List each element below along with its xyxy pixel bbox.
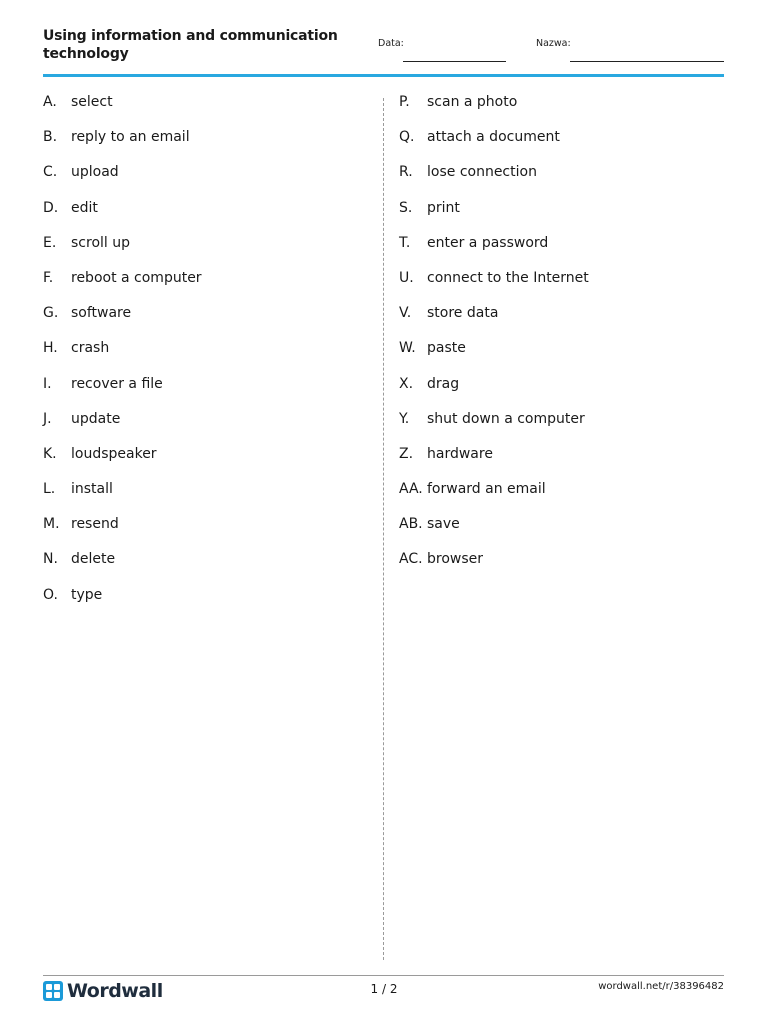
page-title: Using information and communication technology bbox=[43, 28, 338, 62]
item-letter: Z. bbox=[399, 445, 414, 462]
list-item bbox=[43, 410, 363, 445]
item-text: upload bbox=[71, 164, 119, 181]
list-item bbox=[43, 480, 363, 515]
item-text: install bbox=[71, 481, 113, 498]
list-item bbox=[399, 93, 719, 128]
item-letter: F. bbox=[43, 269, 54, 286]
wordwall-logo-text: Wordwall bbox=[67, 980, 163, 1002]
list-item bbox=[399, 550, 719, 585]
item-letter: P. bbox=[399, 94, 410, 110]
item-letter: A. bbox=[43, 94, 57, 110]
item-text: resend bbox=[71, 516, 119, 533]
list-item bbox=[399, 128, 719, 163]
item-letter: AC. bbox=[399, 551, 423, 568]
item-text: crash bbox=[71, 340, 110, 357]
date-label: Data: bbox=[378, 38, 404, 49]
item-letter: AB. bbox=[399, 516, 423, 533]
item-text: type bbox=[71, 586, 103, 603]
item-text: browser bbox=[427, 551, 484, 568]
item-text: select bbox=[71, 94, 113, 110]
item-text: shut down a computer bbox=[427, 410, 585, 427]
worksheet-header bbox=[43, 27, 724, 77]
item-text: loudspeaker bbox=[71, 445, 157, 462]
list-item bbox=[43, 93, 363, 128]
item-text: lose connection bbox=[427, 164, 537, 181]
item-text: recover a file bbox=[71, 375, 163, 392]
list-item bbox=[43, 375, 363, 410]
item-letter: U. bbox=[399, 269, 414, 286]
item-letter: Y. bbox=[399, 410, 410, 427]
item-letter: B. bbox=[43, 129, 58, 146]
list-item bbox=[399, 480, 719, 515]
item-letter: X. bbox=[399, 375, 414, 392]
item-text: update bbox=[71, 410, 121, 427]
item-letter: E. bbox=[43, 234, 57, 251]
name-field bbox=[570, 61, 724, 62]
list-item bbox=[399, 339, 719, 374]
list-item bbox=[399, 163, 719, 198]
item-text: scroll up bbox=[71, 234, 130, 251]
item-letter: W. bbox=[399, 340, 416, 357]
item-letter: D. bbox=[43, 199, 59, 216]
item-text: print bbox=[427, 199, 460, 216]
list-item bbox=[43, 550, 363, 585]
item-letter: R. bbox=[399, 164, 413, 181]
item-letter: K. bbox=[43, 445, 57, 462]
item-text: store data bbox=[427, 305, 499, 322]
item-text: connect to the Internet bbox=[427, 269, 589, 286]
list-item bbox=[43, 128, 363, 163]
item-letter: Q. bbox=[399, 129, 415, 146]
list-item bbox=[43, 234, 363, 269]
item-letter: M. bbox=[43, 516, 60, 533]
list-item bbox=[399, 515, 719, 550]
list-item bbox=[399, 375, 719, 410]
item-text: delete bbox=[71, 551, 116, 568]
list-item bbox=[43, 586, 363, 621]
right-column-list bbox=[399, 93, 719, 586]
list-item bbox=[43, 339, 363, 374]
list-item bbox=[43, 515, 363, 550]
footer-divider bbox=[43, 975, 724, 976]
item-letter: T. bbox=[399, 234, 411, 251]
name-label: Nazwa: bbox=[536, 38, 571, 49]
item-text: hardware bbox=[427, 445, 493, 462]
item-text: paste bbox=[427, 340, 466, 357]
item-letter: J. bbox=[43, 410, 52, 427]
item-letter: V. bbox=[399, 305, 412, 322]
column-divider bbox=[383, 98, 384, 960]
left-column-list bbox=[43, 93, 363, 621]
header-divider bbox=[43, 74, 724, 77]
list-item bbox=[43, 304, 363, 339]
item-letter: S. bbox=[399, 199, 413, 216]
item-text: scan a photo bbox=[427, 94, 518, 110]
page-number: 1 / 2 bbox=[370, 982, 398, 996]
list-item bbox=[43, 445, 363, 480]
item-text: forward an email bbox=[427, 481, 546, 498]
item-letter: C. bbox=[43, 164, 58, 181]
item-letter: AA. bbox=[399, 481, 423, 498]
list-item bbox=[399, 445, 719, 480]
list-item bbox=[43, 199, 363, 234]
list-item bbox=[43, 269, 363, 304]
item-text: reboot a computer bbox=[71, 269, 202, 286]
list-item bbox=[399, 269, 719, 304]
item-text: reply to an email bbox=[71, 129, 190, 146]
item-text: enter a password bbox=[427, 234, 549, 251]
item-letter: H. bbox=[43, 340, 58, 357]
item-text: drag bbox=[427, 375, 460, 392]
item-letter: L. bbox=[43, 481, 56, 498]
item-letter: G. bbox=[43, 305, 59, 322]
item-letter: N. bbox=[43, 551, 58, 568]
list-item bbox=[43, 163, 363, 198]
list-item bbox=[399, 234, 719, 269]
item-text: attach a document bbox=[427, 129, 560, 146]
item-text: software bbox=[71, 305, 132, 322]
item-text: save bbox=[427, 516, 460, 533]
date-field bbox=[403, 61, 506, 62]
item-letter: I. bbox=[43, 375, 52, 392]
item-text: edit bbox=[71, 199, 98, 216]
list-item bbox=[399, 410, 719, 445]
footer-url: wordwall.net/r/38396482 bbox=[598, 981, 724, 992]
item-letter: O. bbox=[43, 586, 58, 603]
list-item bbox=[399, 304, 719, 339]
list-item bbox=[399, 199, 719, 234]
